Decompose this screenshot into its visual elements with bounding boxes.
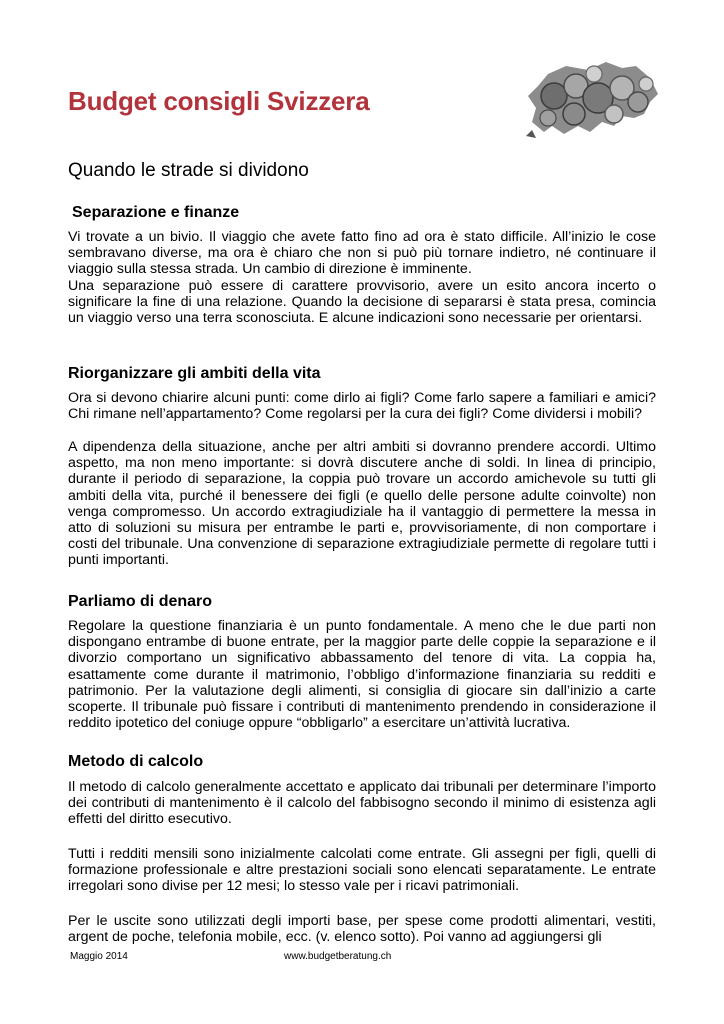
- paragraph: Il metodo di calcolo generalmente accettato e applicato dai tribunali per determinare l’importo dei contributi di mantenimento è il calcolo del fabbisogno secondo il minimo di esistenza agli effetti del diritto esecutivo.: [68, 779, 656, 828]
- section-heading-denaro: Parliamo di denaro: [68, 593, 213, 610]
- paragraph: Ora si devono chiarire alcuni punti: come dirlo ai figli? Come farlo sapere a familiari e amici? Chi rimane nell’appartamento? Come regolarsi per la cura dei figli? Come dividersi i mobili?: [68, 390, 656, 423]
- paragraph: Regolare la questione finanziaria è un punto fondamentale. A meno che le due parti non dispongano entrambe di buone entrate, per la maggior parte delle coppie la separazione e il divorzio comportano un significativo abbassamento del tenore di vita. La coppia ha, esattamente come durante il matrimonio, l’obbligo d’informazione finanziaria su redditi e patrimonio. Per la valutazione degli alimenti, si consiglia di giocare sin dall’inizio a carte scoperte. Il tribunale può fissare i contributi di mantenimento prendendo in considerazione il reddito ipotetico del coniuge oppure “obbligarlo” a esercitare un’attività lucrativa.: [68, 618, 656, 732]
- paragraph: Vi trovate a un bivio. Il viaggio che avete fatto fino ad ora è stato difficile. All’inizio le cose sembravano diverse, ma ora è chiaro che non si può più tornare indietro, né continuare il viaggio sulla stessa strada. Un cambio di direzione è imminente.: [68, 229, 656, 278]
- paragraph: A dipendenza della situazione, anche per altri ambiti si dovranno prendere accordi. Ultimo aspetto, ma non meno importante: si dovrà discutere anche di soldi. In linea di principio, durante il periodo di separazione, la coppia può trovare un accordo amichevole su tutti gli ambiti della vita, purché il benessere dei figli (e quello delle persone adulte coinvolte) non venga compromesso. Un accordo extragiudiziale ha il vantaggio di permettere la messa in atto di soluzioni su misura per entrambe le parti e, provvisoriamente, di non comportare i costi del tribunale. Una convenzione di separazione extragiudiziale permette di regolare tutti i punti importanti.: [68, 439, 656, 569]
- footer-url[interactable]: www.budgetberatung.ch: [284, 951, 392, 962]
- footer-date: Maggio 2014: [70, 951, 128, 962]
- paragraph: Tutti i redditi mensili sono inizialmente calcolati come entrate. Gli assegni per figli, quelli di formazione professionale e altre prestazioni sociali sono elencati separatamente. Le entrate irregolari sono divise per 12 mesi; lo stesso vale per i ricavi patrimoniali.: [68, 846, 656, 895]
- subtitle: Quando le strade si dividono: [68, 160, 309, 181]
- document-title: Budget consigli Svizzera: [68, 86, 370, 116]
- section-heading-calcolo: Metodo di calcolo: [68, 753, 204, 770]
- section-heading-riorganizzare: Riorganizzare gli ambiti della vita: [68, 365, 321, 382]
- paragraph: Una separazione può essere di carattere provvisorio, avere un esito ancora incerto o significare la fine di una relazione. Quando la decisione di separarsi è stata presa, comincia un viaggio verso una terra sconosciuta. E alcune indicazioni sono necessarie per orientarsi.: [68, 278, 656, 327]
- paragraph: Per le uscite sono utilizzati degli importi base, per spese come prodotti alimentari, vestiti, argent de poche, telefonia mobile, ecc. (v. elenco sotto). Poi vanno ad aggiungersi gli: [68, 913, 656, 946]
- coins-logo-icon: [518, 56, 668, 148]
- section-heading-separazione: Separazione e finanze: [72, 204, 240, 221]
